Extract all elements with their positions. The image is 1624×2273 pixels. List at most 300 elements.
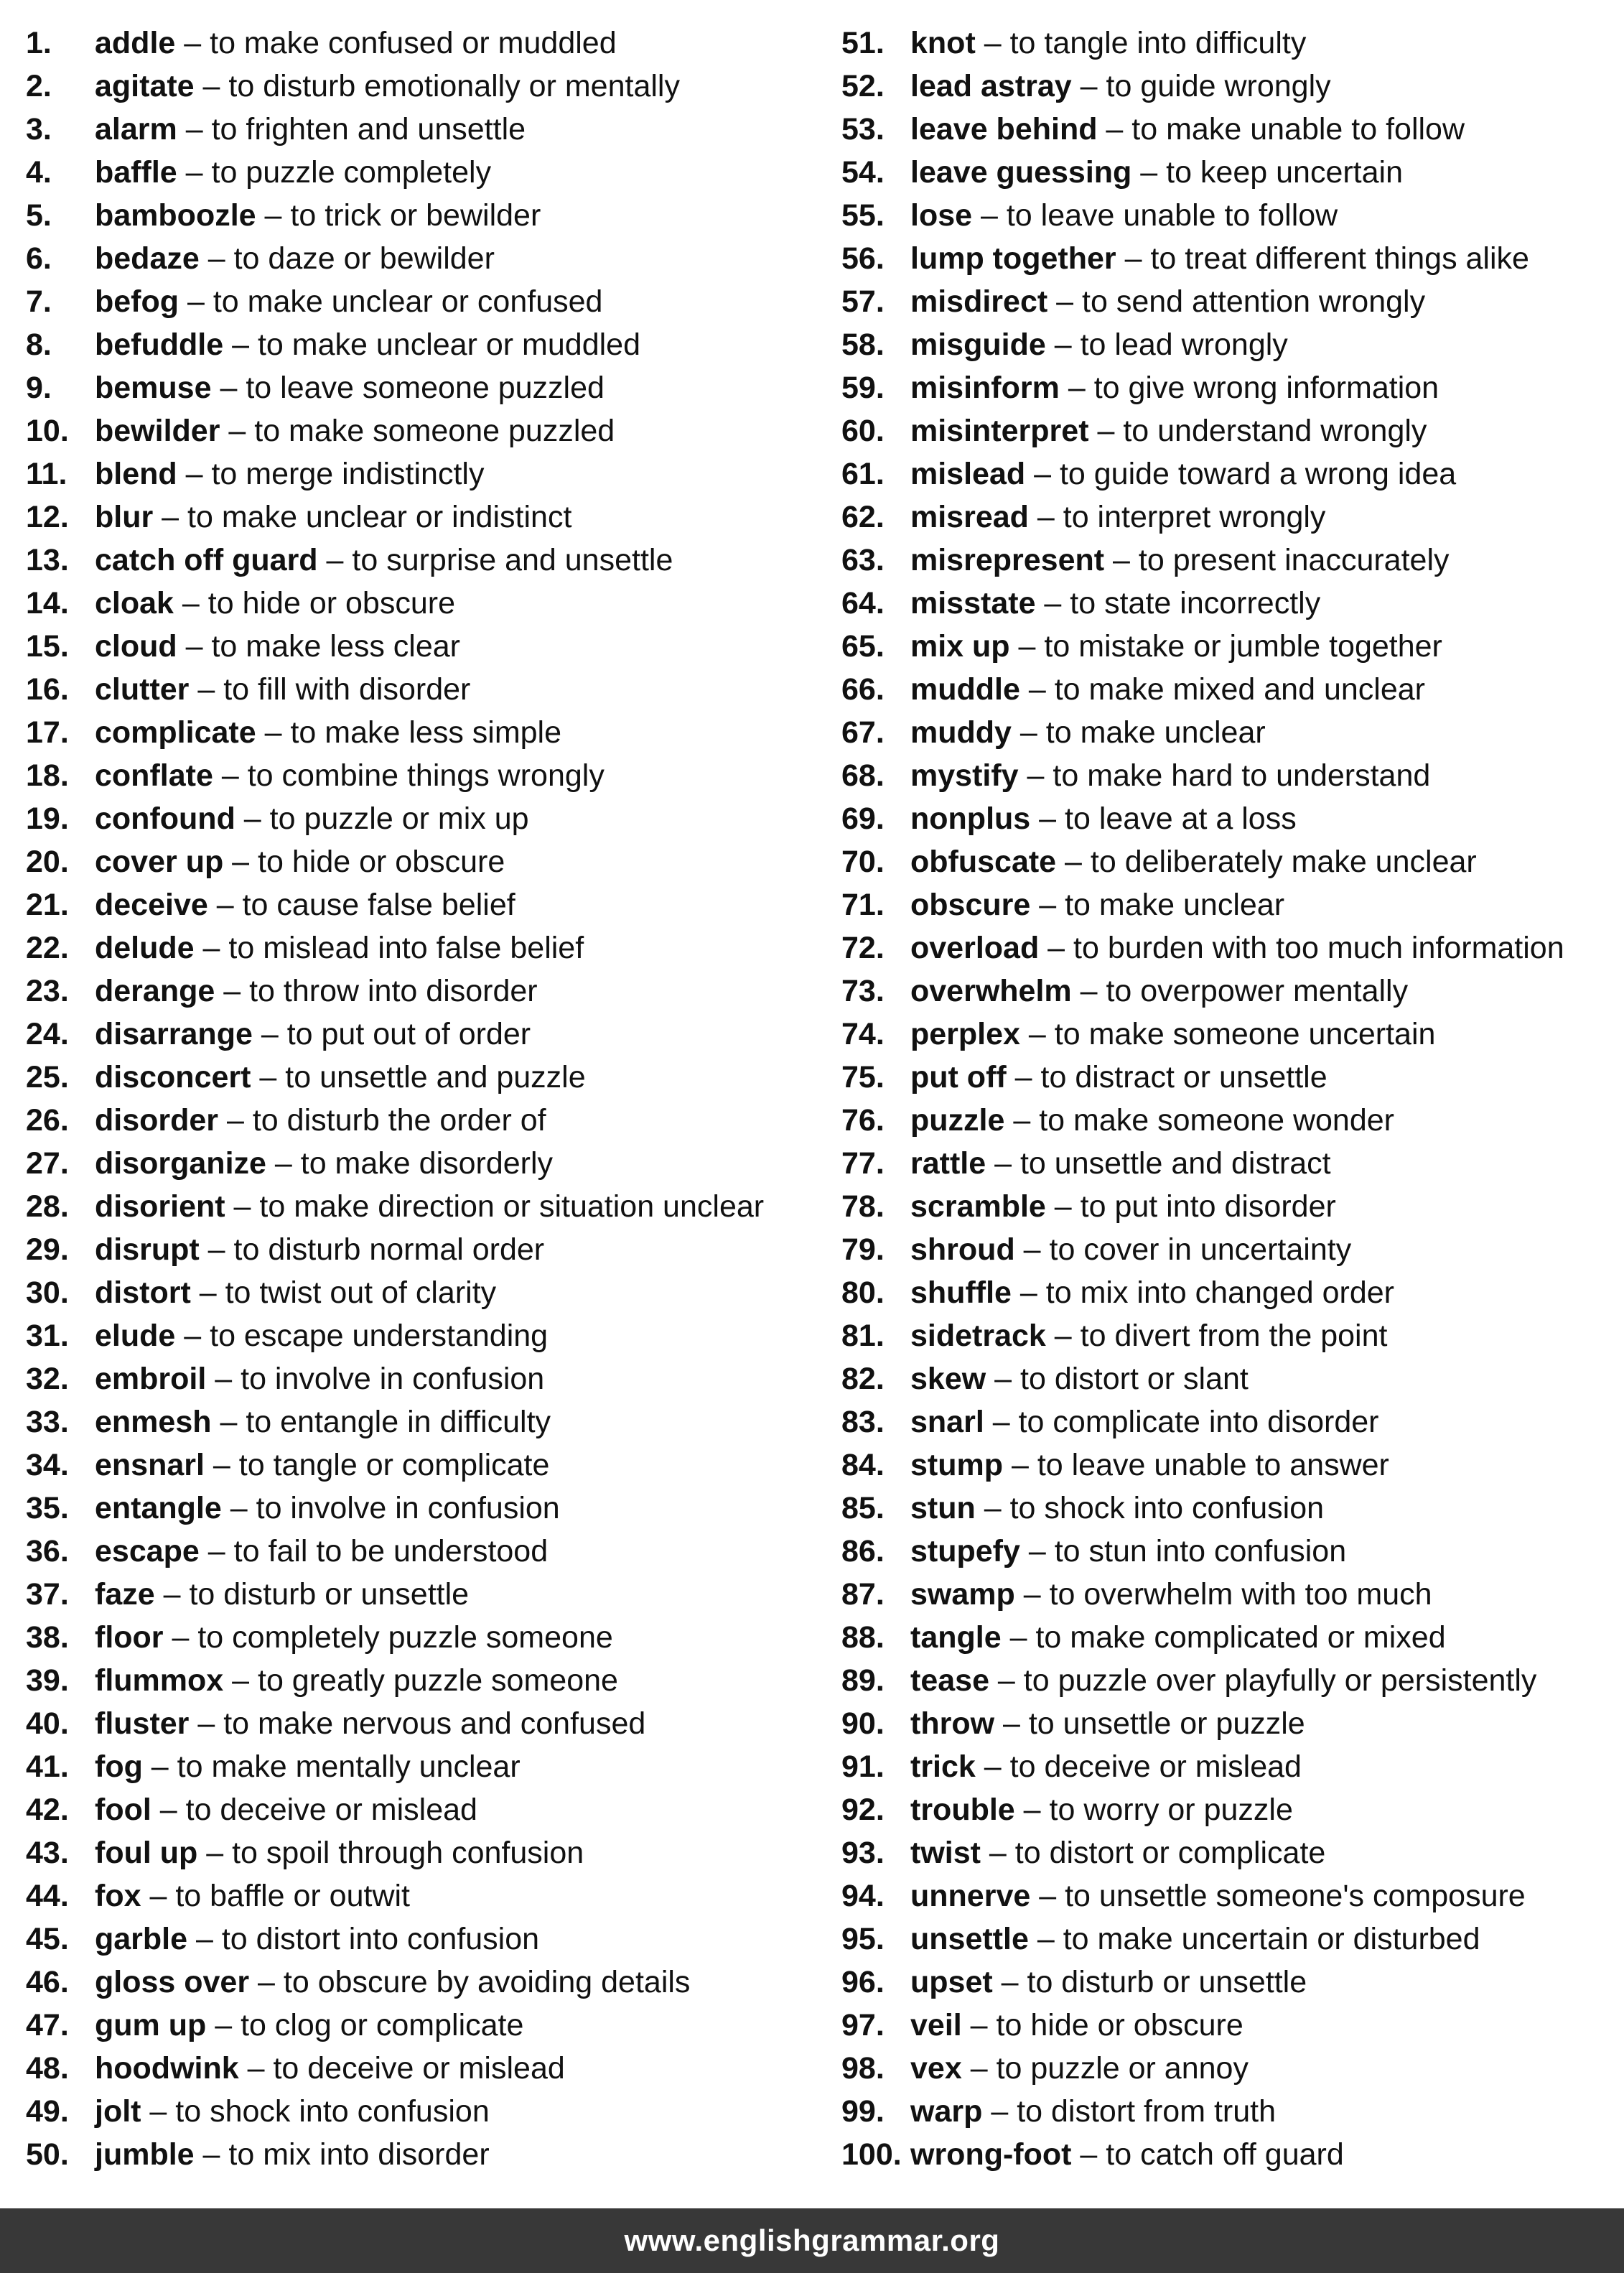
item-definition: to puzzle or mix up [269, 801, 529, 836]
item-definition: to deceive or mislead [273, 2051, 565, 2086]
item-word: stun [910, 1491, 976, 1525]
item-word: puzzle [910, 1103, 1005, 1138]
item-separator: – [175, 26, 210, 60]
list-item [841, 1056, 1617, 1099]
item-number: 63. [841, 543, 885, 577]
item-definition: to distort from truth [1017, 2094, 1277, 2129]
item-definition: to surprise and unsettle [352, 543, 673, 577]
item-definition: to make unclear or muddled [257, 327, 640, 362]
list-item [26, 1013, 837, 1056]
item-definition: to worry or puzzle [1049, 1793, 1293, 1827]
item-number: 97. [841, 2008, 885, 2042]
item-separator: – [992, 1965, 1027, 1999]
item-separator: – [225, 1189, 260, 1224]
item-word: addle [95, 26, 176, 60]
item-definition: to disturb or unsettle [1027, 1965, 1307, 1999]
list-item [26, 883, 837, 926]
item-separator: – [141, 1879, 176, 1913]
item-number: 73. [841, 974, 885, 1008]
item-separator: – [211, 1405, 246, 1439]
item-number: 32. [26, 1362, 69, 1396]
list-item [26, 496, 837, 539]
list-item [841, 1616, 1617, 1659]
item-number: 28. [26, 1189, 69, 1224]
item-separator: – [206, 2008, 241, 2042]
item-definition: to burden with too much information [1073, 931, 1564, 965]
item-word: muddy [910, 715, 1012, 750]
item-word: catch off guard [95, 543, 318, 577]
list-item [26, 797, 837, 840]
item-number: 52. [841, 69, 885, 103]
item-separator: – [211, 371, 246, 405]
item-definition: to guide toward a wrong idea [1059, 457, 1457, 491]
item-number: 44. [26, 1879, 69, 1913]
list-item [841, 1357, 1617, 1400]
item-separator: – [251, 1060, 286, 1094]
item-number: 77. [841, 1146, 885, 1181]
item-definition: to make mentally unclear [177, 1749, 521, 1784]
item-definition: to involve in confusion [256, 1491, 560, 1525]
item-number: 74. [841, 1017, 885, 1051]
item-word: enmesh [95, 1405, 212, 1439]
item-word: misinterpret [910, 414, 1089, 448]
item-separator: – [194, 931, 229, 965]
item-separator: – [972, 198, 1007, 233]
item-definition: to make unclear or confused [213, 284, 603, 319]
item-definition: to spoil through confusion [232, 1836, 584, 1870]
item-separator: – [1030, 801, 1065, 836]
item-definition: to present inaccurately [1138, 543, 1450, 577]
list-item [26, 1874, 837, 1918]
item-separator: – [994, 1706, 1029, 1741]
item-word: unnerve [910, 1879, 1031, 1913]
item-word: misdirect [910, 284, 1048, 319]
item-word: escape [95, 1534, 200, 1568]
item-separator: – [975, 26, 1010, 60]
left-column [26, 22, 837, 2176]
item-definition: to deceive or mislead [185, 1793, 477, 1827]
item-word: flummox [95, 1663, 224, 1698]
item-separator: – [1088, 414, 1124, 448]
item-number: 40. [26, 1706, 69, 1741]
list-item [841, 1961, 1617, 2004]
list-item [841, 1745, 1617, 1788]
item-separator: – [213, 758, 248, 793]
item-number: 26. [26, 1103, 69, 1138]
list-item [26, 1918, 837, 1961]
item-separator: – [986, 1146, 1020, 1181]
item-number: 9. [26, 371, 52, 405]
item-number: 24. [26, 1017, 69, 1051]
item-definition: to baffle or outwit [175, 1879, 410, 1913]
item-separator: – [194, 2137, 229, 2172]
item-separator: – [1030, 888, 1065, 922]
item-definition: to leave at a loss [1065, 801, 1297, 836]
item-word: agitate [95, 69, 195, 103]
item-word: gum up [95, 2008, 207, 2042]
list-item [841, 970, 1617, 1013]
list-item [26, 1142, 837, 1185]
item-definition: to mistake or jumble together [1044, 629, 1442, 664]
item-word: sidetrack [910, 1319, 1046, 1353]
list-item [841, 797, 1617, 840]
item-separator: – [190, 1275, 225, 1310]
item-word: tease [910, 1663, 989, 1698]
item-number: 78. [841, 1189, 885, 1224]
list-item [841, 883, 1617, 926]
list-item [841, 280, 1617, 323]
list-item [841, 366, 1617, 409]
item-number: 75. [841, 1060, 885, 1094]
item-separator: – [177, 155, 212, 190]
item-separator: – [215, 974, 250, 1008]
item-separator: – [1045, 327, 1081, 362]
list-item [26, 2133, 837, 2176]
item-definition: to cover in uncertainty [1049, 1232, 1352, 1267]
item-definition: to distort into confusion [221, 1922, 540, 1956]
list-item [26, 668, 837, 711]
item-word: leave guessing [910, 155, 1132, 190]
list-item [26, 1487, 837, 1530]
item-word: lead astray [910, 69, 1072, 103]
item-number: 38. [26, 1620, 69, 1655]
list-item [841, 108, 1617, 151]
item-definition: to make less clear [211, 629, 461, 664]
item-separator: – [1071, 974, 1106, 1008]
item-separator: – [177, 112, 212, 147]
list-item [841, 1659, 1617, 1702]
item-number: 36. [26, 1534, 69, 1568]
list-item [26, 926, 837, 970]
item-separator: – [197, 1836, 233, 1870]
item-number: 86. [841, 1534, 885, 1568]
item-definition: to distort or complicate [1014, 1836, 1326, 1870]
item-word: put off [910, 1060, 1007, 1094]
item-definition: to tangle into difficulty [1009, 26, 1307, 60]
item-definition: to involve in confusion [241, 1362, 545, 1396]
item-word: misread [910, 500, 1029, 534]
item-word: shroud [910, 1232, 1015, 1267]
item-word: warp [910, 2094, 983, 2129]
item-number: 60. [841, 414, 885, 448]
list-item [841, 1788, 1617, 1831]
item-definition: to guide wrongly [1106, 69, 1331, 103]
item-word: mix up [910, 629, 1010, 664]
item-number: 51. [841, 26, 885, 60]
list-item [841, 1487, 1617, 1530]
item-number: 43. [26, 1836, 69, 1870]
item-word: befog [95, 284, 179, 319]
item-word: alarm [95, 112, 177, 147]
item-word: complicate [95, 715, 256, 750]
item-number: 64. [841, 586, 885, 620]
item-definition: to make uncertain or disturbed [1063, 1922, 1480, 1956]
item-word: shuffle [910, 1275, 1012, 1310]
item-number: 42. [26, 1793, 69, 1827]
item-number: 22. [26, 931, 69, 965]
list-item [841, 2090, 1617, 2133]
list-item [841, 65, 1617, 108]
item-word: muddle [910, 672, 1020, 707]
item-word: disrupt [95, 1232, 200, 1267]
item-separator: – [256, 715, 291, 750]
item-separator: – [1028, 500, 1063, 534]
item-word: disarrange [95, 1017, 253, 1051]
item-word: trick [910, 1749, 976, 1784]
item-definition: to stun into confusion [1054, 1534, 1347, 1568]
item-separator: – [961, 2051, 997, 2086]
list-item [26, 323, 837, 366]
list-item [26, 2004, 837, 2047]
item-word: hoodwink [95, 2051, 239, 2086]
list-item [26, 237, 837, 280]
list-item [26, 1056, 837, 1099]
list-item [26, 151, 837, 194]
item-separator: – [221, 1491, 256, 1525]
list-item [26, 1961, 837, 2004]
item-separator: – [317, 543, 353, 577]
item-number: 98. [841, 2051, 885, 2086]
item-separator: – [1014, 1577, 1050, 1612]
item-number: 5. [26, 198, 52, 233]
list-item [841, 2133, 1617, 2176]
item-separator: – [1047, 284, 1083, 319]
list-item [26, 840, 837, 883]
item-number: 30. [26, 1275, 69, 1310]
list-item [841, 452, 1617, 496]
list-item [26, 1788, 837, 1831]
item-separator: – [187, 1922, 222, 1956]
item-separator: – [1071, 2137, 1106, 2172]
right-column [841, 22, 1617, 2176]
item-separator: – [1035, 586, 1070, 620]
item-definition: to shock into confusion [1009, 1491, 1325, 1525]
item-definition: to fail to be understood [233, 1534, 549, 1568]
item-definition: to mix into changed order [1045, 1275, 1394, 1310]
item-number: 96. [841, 1965, 885, 1999]
list-item [841, 539, 1617, 582]
list-item [26, 1271, 837, 1314]
item-separator: – [1014, 1232, 1050, 1267]
list-item [841, 582, 1617, 625]
item-word: bamboozle [95, 198, 256, 233]
item-number: 34. [26, 1448, 69, 1482]
list-item [26, 280, 837, 323]
item-word: misinform [910, 371, 1060, 405]
item-separator: – [189, 672, 224, 707]
item-number: 59. [841, 371, 885, 405]
item-number: 11. [26, 457, 67, 491]
item-word: baffle [95, 155, 177, 190]
item-word: blur [95, 500, 154, 534]
item-number: 41. [26, 1749, 69, 1784]
item-number: 35. [26, 1491, 69, 1525]
item-definition: to overpower mentally [1106, 974, 1409, 1008]
item-number: 82. [841, 1362, 885, 1396]
list-item [26, 1616, 837, 1659]
list-item [26, 2047, 837, 2090]
item-separator: – [1018, 758, 1053, 793]
list-item [841, 1831, 1617, 1874]
item-number: 93. [841, 1836, 885, 1870]
item-word: veil [910, 2008, 962, 2042]
item-number: 57. [841, 284, 885, 319]
item-separator: – [141, 2094, 176, 2129]
item-number: 83. [841, 1405, 885, 1439]
item-word: fog [95, 1749, 143, 1784]
item-definition: to mix into disorder [228, 2137, 490, 2172]
item-word: obscure [910, 888, 1031, 922]
item-definition: to frighten and unsettle [211, 112, 526, 147]
item-number: 8. [26, 327, 52, 362]
item-number: 91. [841, 1749, 885, 1784]
item-word: misstate [910, 586, 1036, 620]
list-item [26, 1573, 837, 1616]
item-separator: – [1039, 931, 1074, 965]
item-separator: – [199, 1534, 234, 1568]
item-definition: to unsettle and puzzle [285, 1060, 586, 1094]
item-definition: to make mixed and unclear [1054, 672, 1425, 707]
item-number: 66. [841, 672, 885, 707]
item-separator: – [177, 457, 212, 491]
item-separator: – [975, 1749, 1010, 1784]
item-number: 79. [841, 1232, 885, 1267]
item-separator: – [1131, 155, 1167, 190]
item-definition: to hide or obscure [207, 586, 455, 620]
item-word: overload [910, 931, 1040, 965]
item-separator: – [206, 1362, 241, 1396]
item-number: 100. [841, 2137, 902, 2172]
item-number: 54. [841, 155, 885, 190]
item-number: 25. [26, 1060, 69, 1094]
item-separator: – [179, 284, 213, 319]
item-definition: to leave someone puzzled [246, 371, 605, 405]
item-number: 6. [26, 241, 52, 276]
item-word: deceive [95, 888, 208, 922]
item-definition: to combine things wrongly [247, 758, 605, 793]
item-word: stupefy [910, 1534, 1020, 1568]
item-definition: to clog or complicate [241, 2008, 524, 2042]
item-separator: – [1097, 112, 1132, 147]
item-number: 89. [841, 1663, 885, 1698]
item-separator: – [1019, 672, 1055, 707]
item-number: 92. [841, 1793, 885, 1827]
item-definition: to unsettle and distract [1019, 1146, 1331, 1181]
item-number: 31. [26, 1319, 69, 1353]
item-word: tangle [910, 1620, 1002, 1655]
item-definition: to make unable to follow [1131, 112, 1465, 147]
item-definition: to make disorderly [300, 1146, 554, 1181]
item-definition: to unsettle someone's composure [1065, 1879, 1526, 1913]
item-definition: to puzzle over playfully or persistently [1023, 1663, 1537, 1698]
list-item [841, 840, 1617, 883]
item-word: bemuse [95, 371, 212, 405]
item-number: 39. [26, 1663, 69, 1698]
item-word: misguide [910, 327, 1046, 362]
item-separator: – [1011, 715, 1046, 750]
item-number: 19. [26, 801, 69, 836]
item-definition: to disturb normal order [233, 1232, 545, 1267]
list-item [26, 582, 837, 625]
list-item [26, 65, 837, 108]
item-definition: to divert from the point [1080, 1319, 1388, 1353]
item-separator: – [986, 1362, 1021, 1396]
item-definition: to lead wrongly [1080, 327, 1288, 362]
item-number: 85. [841, 1491, 885, 1525]
item-definition: to distort or slant [1020, 1362, 1249, 1396]
item-definition: to distract or unsettle [1040, 1060, 1327, 1094]
item-separator: – [1004, 1103, 1040, 1138]
item-word: obfuscate [910, 845, 1057, 879]
item-word: jumble [95, 2137, 195, 2172]
item-number: 29. [26, 1232, 69, 1267]
footer-bar [0, 2208, 1624, 2273]
item-separator: – [218, 1103, 253, 1138]
item-definition: to state incorrectly [1070, 586, 1321, 620]
item-number: 88. [841, 1620, 885, 1655]
item-word: faze [95, 1577, 155, 1612]
item-number: 15. [26, 629, 69, 664]
item-number: 20. [26, 845, 69, 879]
item-word: lose [910, 198, 973, 233]
item-number: 17. [26, 715, 69, 750]
item-separator: – [142, 1749, 177, 1784]
item-separator: – [1014, 1793, 1050, 1827]
item-separator: – [207, 888, 243, 922]
list-item [841, 151, 1617, 194]
item-number: 3. [26, 112, 52, 147]
list-item [26, 625, 837, 668]
item-word: cover up [95, 845, 224, 879]
list-item [26, 1185, 837, 1228]
item-word: disorganize [95, 1146, 266, 1181]
item-separator: – [252, 1017, 287, 1051]
item-word: bewilder [95, 414, 220, 448]
list-item [26, 366, 837, 409]
item-definition: to make unclear [1045, 715, 1266, 750]
list-item [26, 22, 837, 65]
item-definition: to make someone puzzled [254, 414, 615, 448]
item-word: leave behind [910, 112, 1098, 147]
item-separator: – [223, 327, 258, 362]
item-definition: to hide or obscure [258, 845, 505, 879]
footer-website-url[interactable]: www.englishgrammar.org [624, 2223, 1000, 2257]
item-definition: to interpret wrongly [1063, 500, 1326, 534]
item-word: upset [910, 1965, 993, 1999]
item-separator: – [961, 2008, 997, 2042]
item-word: blend [95, 457, 177, 491]
item-separator: – [235, 801, 270, 836]
list-item [841, 409, 1617, 452]
item-number: 81. [841, 1319, 885, 1353]
item-word: cloak [95, 586, 174, 620]
item-word: snarl [910, 1405, 984, 1439]
item-number: 70. [841, 845, 885, 879]
item-word: disorient [95, 1189, 225, 1224]
list-item [26, 409, 837, 452]
item-separator: – [1028, 1922, 1063, 1956]
item-separator: – [982, 2094, 1017, 2129]
item-definition: to escape understanding [210, 1319, 549, 1353]
list-item [26, 1702, 837, 1745]
item-separator: – [163, 1620, 198, 1655]
item-definition: to leave unable to follow [1006, 198, 1338, 233]
item-separator: – [1019, 1017, 1055, 1051]
list-item [26, 1357, 837, 1400]
item-separator: – [1030, 1879, 1065, 1913]
list-item [841, 1142, 1617, 1185]
list-item [841, 2047, 1617, 2090]
